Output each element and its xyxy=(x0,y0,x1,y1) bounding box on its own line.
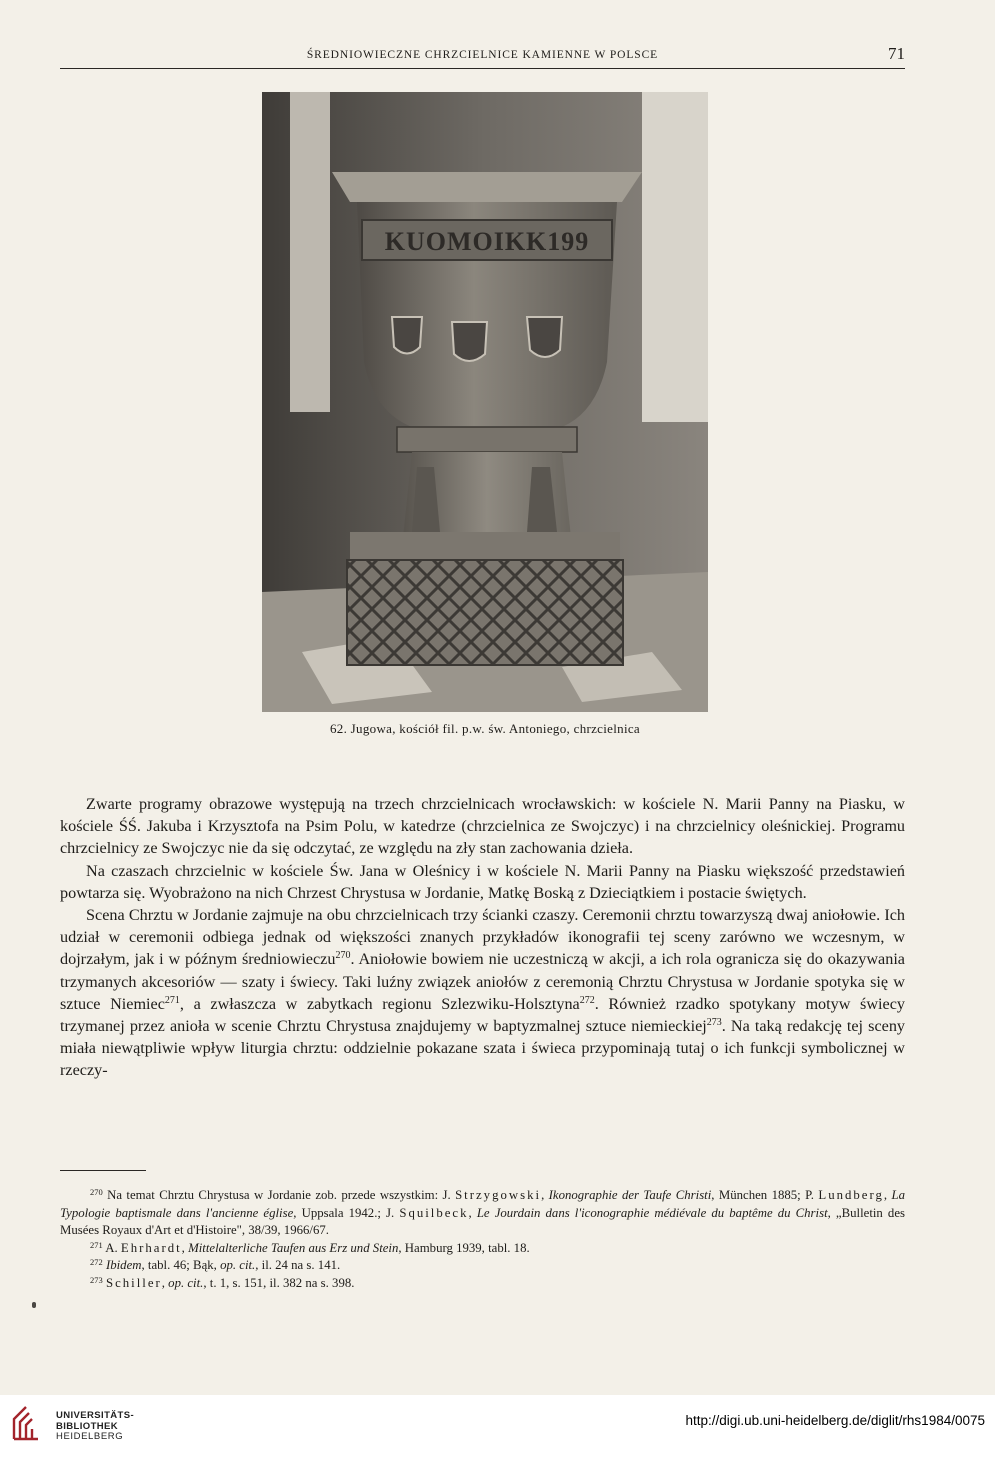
font-plinth-top xyxy=(350,532,620,560)
footnote-270: $^{270}$ Na temat Chrztu Chrystusa w Jordanie zob. przede wszystkim: J. Strzygowski, Ikonographie der Taufe Christi, München 1885; P. Lundberg, La Typologie baptismale dans l'ancienne église, Uppsala 1942.; J. Squilbeck, Le Jourdain dans l'iconographie médiévale du baptême du Christ, „Bulletin des Musées Royaux d'Art et d'Histoire", 38/39, 1966/67. xyxy=(60,1187,905,1237)
footnote-272: $^{272}$ Ibidem, tabl. 46; Bąk, op. cit., il. 24 na s. 141. xyxy=(90,1257,341,1272)
paragraph-3: Scena Chrztu w Jordanie zajmuje na obu chrzcielnicach trzy ścianki czaszy. Ceremonii chrztu towarzyszą dwaj aniołowie. Ich udział w ceremonii odbiega jednak od większości znanych przykładów ikonografii tej sceny zarówno we wczesnym, w dojrzałym, jak i w późnym średniowieczu$^{270}$. Aniołowie bowiem nie uczestniczą w akcji, a ich rola ogranicza się do okazywania trzymanych akcesoriów — szaty i świecy. Taki luźny związek aniołów z ceremonią Chrztu Chrystusa w Jordanie spotyka się w sztuce Niemiec$^{271}$, a zwłaszcza w zabytkach regionu Szlezwiku-Holsztyna$^{272}$. Również rzadko spotykany motyw świecy trzymanej przez anioła w scenie Chrztu Chrystusa znajdujemy w baptyzmalnej sztuce niemieckiej$^{273}$. Na taką redakcję tej sceny miała niewątpliwie wpływ liturgia chrztu: oddzielnie pokazane szata i świeca przypominają tutaj o ich funkcji symbolicznej w rzeczy- xyxy=(60,906,906,1080)
footnote-rule xyxy=(60,1170,146,1171)
footnote-ref-270[interactable]: 270 xyxy=(335,950,351,962)
body-text xyxy=(60,793,905,1082)
font-inscription: KUOMOIKK199 xyxy=(384,227,590,256)
page-number: 71 xyxy=(888,44,905,63)
footnote-ref-272[interactable]: 272 xyxy=(579,994,595,1006)
footnote-273: $^{273}$ Schiller, op. cit., t. 1, s. 151, il. 382 na s. 398. xyxy=(90,1274,355,1290)
font-rim xyxy=(332,172,642,202)
paragraph-2: Na czaszach chrzcielnic w kościele Św. Jana w Oleśnicy i w kościele N. Marii Panny na Piasku większość przedstawień powtarza się. Wyobrażono na nich Chrzest Chrystusa w Jordanie, Matkę Boską z Dzieciątkiem i postacie świętych. xyxy=(60,861,905,902)
baptismal-font-photograph xyxy=(262,92,708,712)
shield-right xyxy=(527,317,562,357)
paragraph-1: Zwarte programy obrazowe występują na trzech chrzcielnicach wrocławskich: w kościele N. Marii Panny na Piasku, w kościele ŚŚ. Jakuba i Krzysztofa na Psim Polu, w katedrze (chrzcielnica ze Swojczyc) i na chrzcielnicy oleśnickiej. Programu chrzcielnicy ze Swojczyc nie da się odczytać, ze względu na zły stan zachowania dzieła. xyxy=(60,795,905,858)
white-drape xyxy=(290,92,330,412)
bowl-collar xyxy=(397,427,577,452)
white-doorframe xyxy=(642,92,708,422)
font-plinth xyxy=(347,560,623,665)
footnotes xyxy=(60,1187,905,1292)
running-head xyxy=(60,44,905,69)
footnote-271: $^{271}$ A. Ehrhardt, Mittelalterliche Taufen aus Erz und Stein, Hamburg 1939, tabl. 18. xyxy=(90,1239,530,1255)
figure-caption: 62. Jugowa, kościół fil. p.w. św. Antoniego, chrzcielnica xyxy=(329,721,641,736)
ink-speck xyxy=(32,1302,36,1308)
digitization-footer xyxy=(0,1395,995,1463)
footnote-ref-271[interactable]: 271 xyxy=(164,994,180,1006)
shield-center xyxy=(452,322,487,361)
library-name: UNIVERSITÄTS- BIBLIOTHEK HEIDELBERG xyxy=(56,1410,135,1442)
shield-left xyxy=(392,317,422,354)
source-url-link[interactable]: http://digi.ub.uni-heidelberg.de/diglit/rhs1984/0075 xyxy=(685,1413,985,1428)
library-logo-icon[interactable] xyxy=(10,1403,48,1443)
running-title: ŚREDNIOWIECZNE CHRZCIELNICE KAMIENNE W POLSCE xyxy=(306,49,659,61)
footnote-ref-273[interactable]: 273 xyxy=(706,1017,722,1029)
